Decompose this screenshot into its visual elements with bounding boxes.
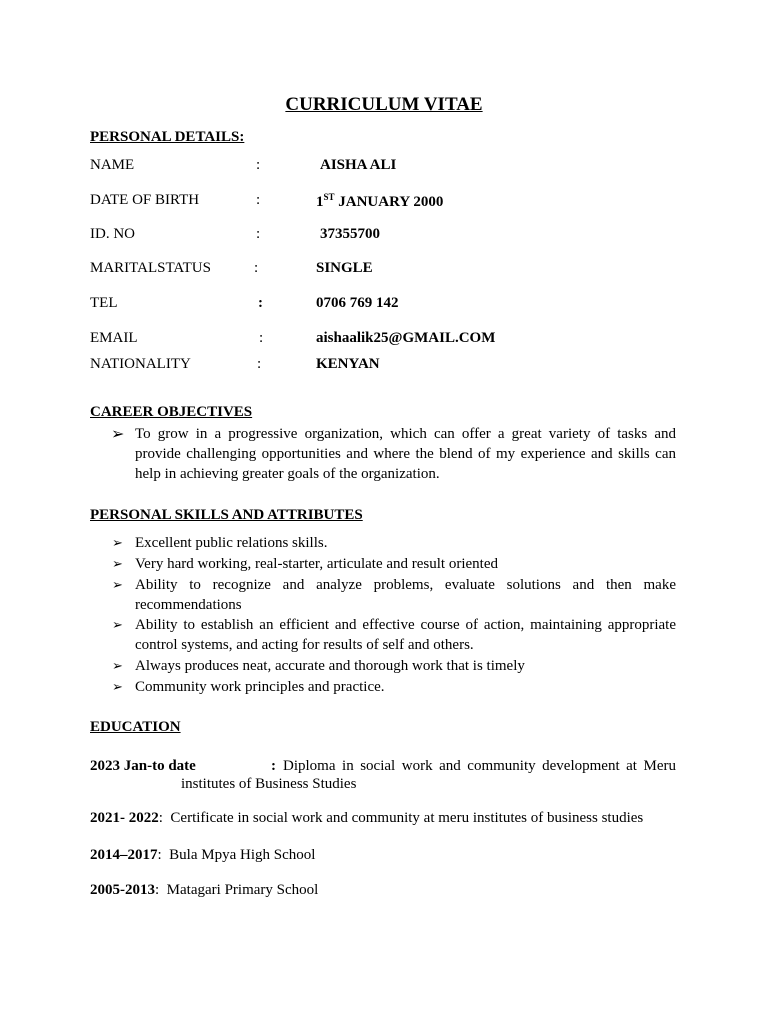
- email-value: aishaalik25@GMAIL.COM: [316, 330, 496, 346]
- arrow-bullet-icon: ➢: [111, 426, 125, 443]
- dob-value: [316, 192, 443, 211]
- tel-value: 0706 769 142: [316, 295, 399, 311]
- id-colon: :: [256, 226, 261, 242]
- skill-item: Ability to establish an efficient and effective course of action, maintaining appropriate control systems, and acting for results of self and others.: [135, 617, 676, 653]
- marital-colon: :: [254, 260, 259, 276]
- dob-label: DATE OF BIRTH: [90, 192, 200, 208]
- skill-item: Community work principles and practice.: [135, 679, 385, 695]
- id-value: 37355700: [320, 226, 380, 242]
- arrow-bullet-icon: ➢: [112, 556, 123, 571]
- tel-colon: :: [258, 295, 263, 311]
- education-detail: Diploma in social work and community development at Meru: [283, 758, 676, 774]
- id-label: ID. NO: [90, 226, 135, 242]
- marital-value: SINGLE: [316, 260, 373, 276]
- nationality-value: KENYAN: [316, 356, 380, 372]
- marital-label: MARITALSTATUS: [90, 260, 211, 276]
- dob-ordinal: ST: [323, 192, 335, 202]
- name-value: AISHA ALI: [320, 157, 397, 173]
- education-period: 2023 Jan-to date: [90, 758, 196, 774]
- education-period: 2021- 2022: [90, 810, 159, 826]
- dob-month-year: JANUARY 2000: [334, 194, 444, 210]
- arrow-bullet-icon: ➢: [112, 679, 123, 694]
- skills-heading: PERSONAL SKILLS AND ATTRIBUTES: [90, 507, 363, 523]
- education-separator: :: [271, 758, 276, 774]
- education-separator: :: [157, 847, 162, 863]
- skill-item: Always produces neat, accurate and thorough work that is timely: [135, 658, 525, 674]
- arrow-bullet-icon: ➢: [112, 535, 123, 550]
- education-entry: [90, 847, 315, 864]
- education-detail-continued: institutes of Business Studies: [181, 776, 357, 792]
- dob-day: 1: [316, 194, 324, 210]
- name-label: NAME: [90, 157, 135, 173]
- arrow-bullet-icon: ➢: [112, 658, 123, 673]
- document-title: CURRICULUM VITAE: [285, 94, 483, 115]
- education-period: 2014–2017: [90, 847, 158, 863]
- name-colon: :: [256, 157, 261, 173]
- arrow-bullet-icon: ➢: [112, 577, 123, 592]
- skill-item: Very hard working, real-starter, articulate and result oriented: [135, 556, 498, 572]
- skill-item: Excellent public relations skills.: [135, 535, 328, 551]
- education-separator: :: [158, 810, 163, 826]
- personal-details-heading: PERSONAL DETAILS:: [90, 129, 245, 145]
- career-objectives-heading: CAREER OBJECTIVES: [90, 404, 253, 420]
- education-entry: [90, 882, 318, 899]
- education-detail: Certificate in social work and community at meru institutes of business studies: [170, 810, 644, 826]
- arrow-bullet-icon: ➢: [112, 617, 123, 632]
- skill-item: Ability to recognize and analyze problems, evaluate solutions and then make recommendations: [135, 577, 676, 613]
- education-entry: [90, 810, 643, 827]
- nationality-label: NATIONALITY: [90, 356, 191, 372]
- dob-colon: :: [256, 192, 261, 208]
- education-separator: :: [155, 882, 160, 898]
- email-colon: :: [259, 330, 264, 346]
- tel-label: TEL: [90, 295, 118, 311]
- education-detail: Bula Mpya High School: [169, 847, 316, 863]
- career-objective-text: To grow in a progressive organization, which can offer a great variety of tasks and provide challenging opportunities and where the blend of my experience and skills can help in achieving greater goals of the organization.: [135, 426, 676, 482]
- email-label: EMAIL: [90, 330, 138, 346]
- education-detail: Matagari Primary School: [166, 882, 319, 898]
- education-period: 2005-2013: [90, 882, 155, 898]
- education-heading: EDUCATION: [90, 719, 181, 735]
- nationality-colon: :: [257, 356, 262, 372]
